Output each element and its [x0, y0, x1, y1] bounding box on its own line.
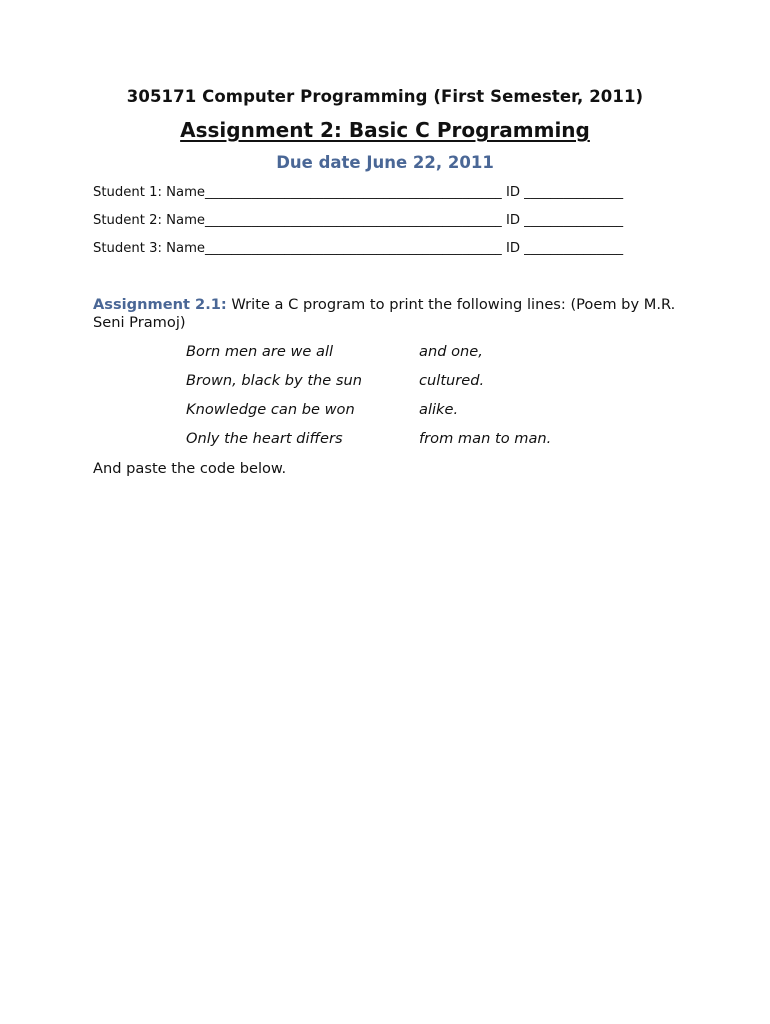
course-title: 305171 Computer Programming (First Semester, 2011)	[126, 87, 644, 106]
assignment-paragraph	[93, 296, 693, 332]
assignment-instruction: Write a C program to print the following lines: (Poem by M.R. Seni Pramoj)	[93, 296, 676, 331]
poem-line-right: from man to man.	[419, 430, 552, 447]
student-2-row: Student 2: Name_____________________________________________ ID _______________	[93, 213, 624, 228]
poem-line-right: cultured.	[419, 372, 485, 389]
assignment-label: Assignment 2.1:	[93, 296, 227, 313]
due-date: Due date June 22, 2011	[276, 153, 494, 172]
poem-line-left: Brown, black by the sun	[186, 372, 363, 389]
poem-line-right: and one,	[419, 343, 483, 360]
assignment-title: Assignment 2: Basic C Programming	[180, 118, 590, 142]
student-1-row: Student 1: Name_____________________________________________ ID _______________	[93, 185, 624, 200]
poem-line-left: Only the heart differs	[186, 430, 343, 447]
poem-line-right: alike.	[419, 401, 459, 418]
closing-instruction: And paste the code below.	[93, 460, 287, 477]
poem-line-left: Born men are we all	[186, 343, 334, 360]
student-3-row: Student 3: Name_____________________________________________ ID _______________	[93, 241, 624, 256]
poem-line-left: Knowledge can be won	[186, 401, 355, 418]
